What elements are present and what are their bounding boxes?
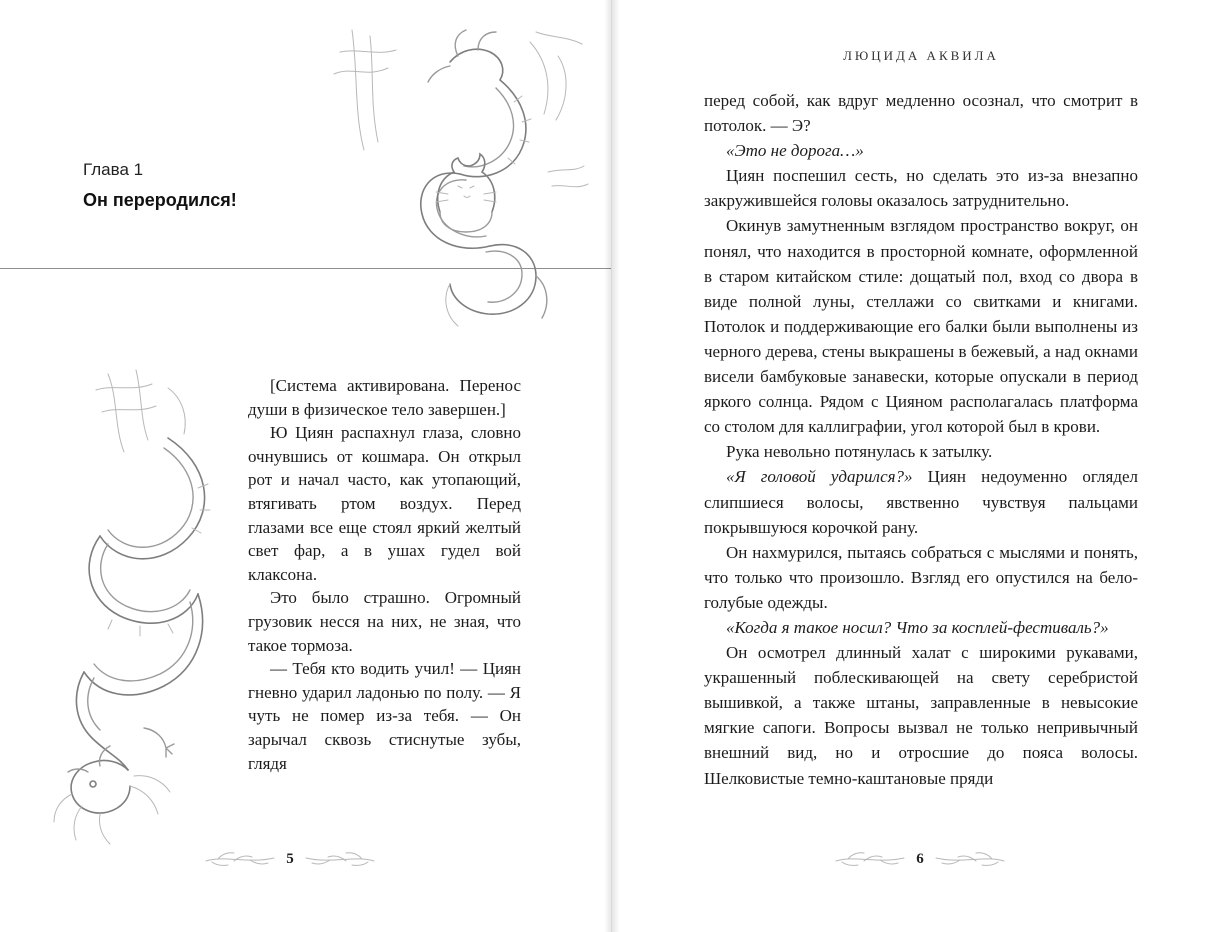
right-page-footer xyxy=(790,846,1050,872)
dragon-illustration xyxy=(48,368,238,848)
bamboo-ornament-icon xyxy=(834,850,906,868)
paragraph xyxy=(704,138,1138,163)
paragraph xyxy=(704,88,1138,138)
right-page-text xyxy=(704,88,1138,791)
page-gutter-line xyxy=(611,0,612,932)
paragraph xyxy=(704,464,1138,539)
running-header: ЛЮЦИДА АКВИЛА xyxy=(843,48,999,63)
body-text: Это было страшно. Огромный грузовик несся на них, не зная, что такое тормоза. xyxy=(248,588,521,655)
paragraph xyxy=(248,586,521,657)
inner-thought-text: «Когда я такое носил? Что за косплей-фестиваль?» xyxy=(726,617,1109,637)
body-text: Ю Циян распахнул глаза, словно очнувшись от кошмара. Он открыл рот и начал часто, как утопающий, втягивать ртом воздух. Перед глазами все еще стоял яркий желтый свет фар, а в ушах гудел вой клаксона. xyxy=(248,423,521,584)
body-text: [Система активирована. Перенос души в физическое тело завершен.] xyxy=(248,376,521,419)
bamboo-ornament-icon xyxy=(934,850,1006,868)
body-text: перед собой, как вдруг медленно осознал, что смотрит в потолок. — Э? xyxy=(704,91,1138,136)
bamboo-ornament-icon xyxy=(304,850,376,868)
body-text: Рука невольно потянулась к затылку. xyxy=(726,442,993,462)
body-text: Окинув замутненным взглядом пространство вокруг, он понял, что находится в просторной комнате, оформленной в старом китайском стиле: дощатый пол, вход со двора в виде полной луны, стеллажи со свитками и книгами. Потолок и поддерживающие его балки были выполнены из черного дерева, стены выкрашены в бежевый, а над окнами висели бамбуковые занавески, которые опускали в период яркого солнца. Рядом с Цияном располагалась платформа со столом для каллиграфии, угол которой был в крови. xyxy=(704,216,1138,437)
left-page-footer xyxy=(160,846,420,872)
paragraph xyxy=(704,640,1138,791)
page-gutter-shadow xyxy=(604,0,620,932)
paragraph xyxy=(704,163,1138,213)
left-page-number: 5 xyxy=(286,850,294,867)
paragraph xyxy=(248,421,521,586)
right-page-number: 6 xyxy=(916,850,924,867)
inner-thought-text: «Это не дорога…» xyxy=(726,141,864,161)
dragon-and-cat-illustration xyxy=(300,22,600,342)
bamboo-ornament-icon xyxy=(204,850,276,868)
body-text: Он нахмурился, пытаясь собраться с мыслями и понять, что только что произошло. Взгляд его опустился на бело-голубые одежды. xyxy=(704,542,1138,612)
inner-thought-text: «Я головой ударился?» xyxy=(726,467,913,487)
paragraph xyxy=(248,374,521,421)
body-text: Он осмотрел длинный халат с широкими рукавами, украшенный поблескивающей на свету серебристой вышивкой, а также штаны, заправленные в невысокие мягкие сапоги. Вопросы вызвал не только непривычный внешний вид, но и отросшие до пояса волосы. Шелковистые темно-каштановые пряди xyxy=(704,643,1138,788)
chapter-title: Он переродился! xyxy=(83,190,237,210)
paragraph xyxy=(704,615,1138,640)
body-text: Циян поспешил сесть, но сделать это из-за внезапно закружившейся головы оказалось затруднительно. xyxy=(704,166,1138,211)
paragraph xyxy=(248,657,521,775)
body-text: — Тебя кто водить учил! — Циян гневно ударил ладонью по полу. — Я чуть не помер из-за тебя. — Он зарычал сквозь стиснутые зубы, глядя xyxy=(248,659,521,773)
paragraph xyxy=(704,540,1138,615)
left-page-text xyxy=(248,374,521,775)
body-text: Циян недоуменно оглядел слипшиеся волосы, явственно чувствуя пальцами покрывшуюся корочкой рану. xyxy=(704,467,1138,537)
paragraph xyxy=(704,439,1138,464)
chapter-heading xyxy=(83,160,303,211)
chapter-label: Глава 1 xyxy=(83,160,144,179)
paragraph xyxy=(704,213,1138,439)
